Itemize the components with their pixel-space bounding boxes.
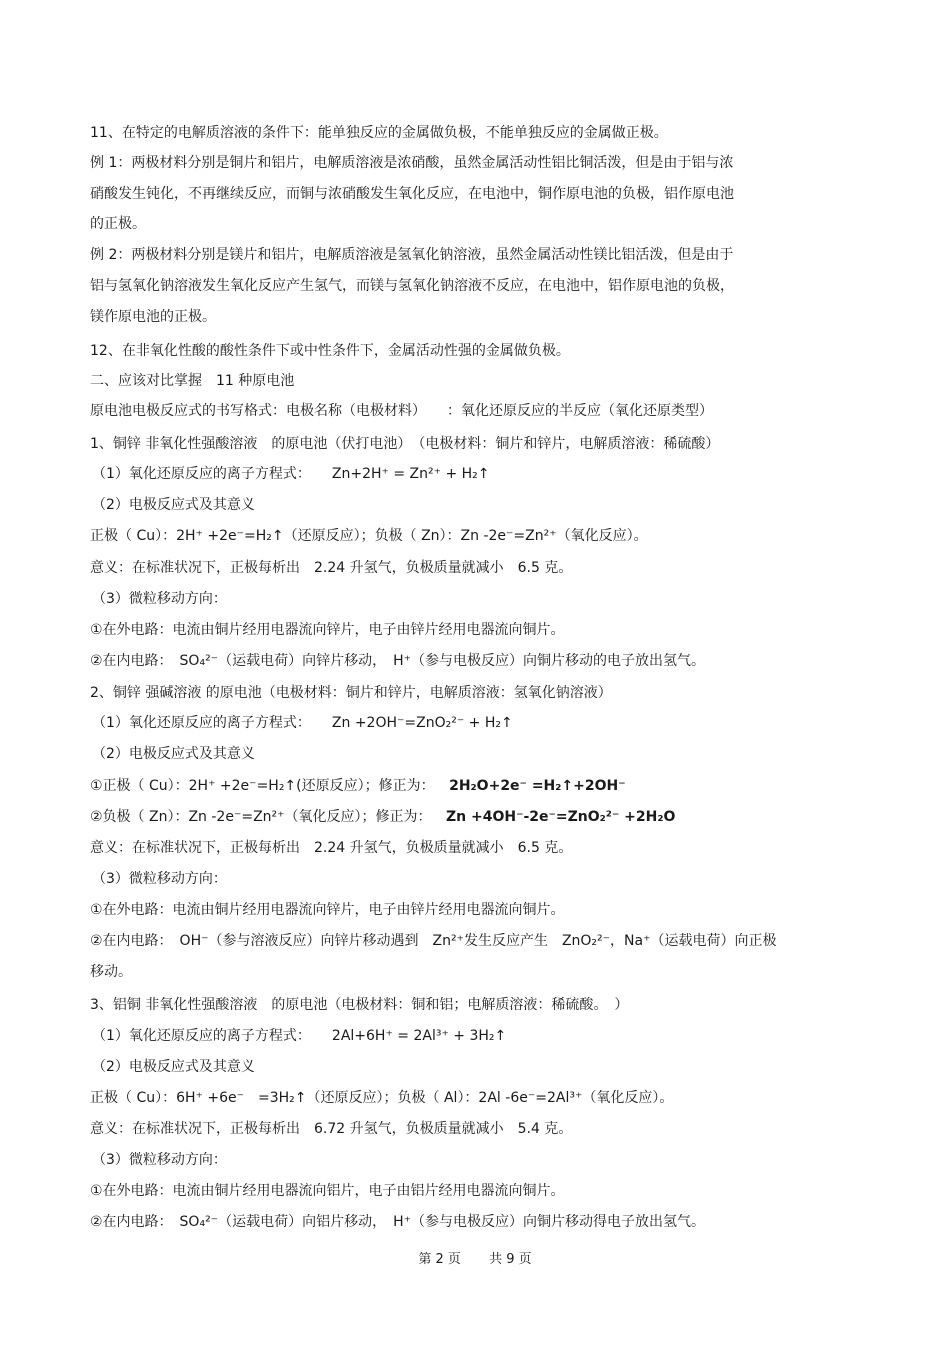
- anode-reaction: ②负极（ Zn）：Zn -2e⁻=Zn²⁺（氧化反应）；修正为：: [90, 809, 432, 825]
- text-line-5: 例 2：两极材料分别是镁片和铝片，电解质溶液是氢氧化钠溶液，虽然金属活动性镁比铝活泼，但是由于: [90, 247, 734, 263]
- text-line-34: （3）微粒移动方向：: [92, 1152, 227, 1168]
- page-footer: [0, 1248, 950, 1267]
- page-total: 共 9 页: [489, 1252, 532, 1267]
- text-line-6: 铝与氢氧化钠溶液发生氧化反应产生氢气，而镁与氢氧化钠溶液不反应，在电池中，铝作原电池的负极，: [90, 278, 734, 294]
- text-line-36: ②在内电路： SO₄²⁻（运载电荷）向铝片移动， H⁺（参与电极反应）向铜片移动得电子放出氢气。: [90, 1214, 705, 1230]
- text-line-20: （1）氧化还原反应的离子方程式： Zn +2OH⁻=ZnO₂²⁻ + H₂↑: [92, 715, 513, 731]
- text-line-10: 原电池电极反应式的书写格式：电极名称（电极材料） ：氧化还原反应的半反应（氧化还原类型）: [90, 403, 713, 419]
- text-line-16: （3）微粒移动方向：: [92, 591, 227, 607]
- text-line-8: 12、在非氧化性酸的酸性条件下或中性条件下，金属活动性强的金属做负极。: [90, 343, 570, 359]
- text-line-31: （2）电极反应式及其意义: [92, 1059, 255, 1075]
- cathode-reaction: ①正极（ Cu）：2H⁺ +2e⁻=H₂↑(还原反应）；修正为：: [90, 778, 435, 794]
- text-line-35: ①在外电路：电流由铜片经用电器流向铝片，电子由铝片经用电器流向铜片。: [90, 1183, 565, 1199]
- text-line-3: 硝酸发生钝化，不再继续反应，而铜与浓硝酸发生氧化反应，在电池中，铜作原电池的负极，铝作原电池: [90, 186, 734, 202]
- text-line-33: 意义：在标准状况下，正极每析出 6.72 升氢气，负极质量就减小 5.4 克。: [90, 1121, 573, 1137]
- text-line-25: （3）微粒移动方向：: [92, 871, 227, 887]
- text-line-7: 镁作原电池的正极。: [90, 309, 216, 325]
- text-line-4: 的正极。: [90, 216, 146, 232]
- page-number: 第 2 页: [418, 1252, 461, 1267]
- cathode-fix-equation: 2H₂O+2e⁻ =H₂↑+2OH⁻: [449, 778, 626, 794]
- text-line-27: ②在内电路： OH⁻（参与溶液反应）向锌片移动遇到 Zn²⁺发生反应产生 ZnO₂²⁻，Na⁺（运载电荷）向正极: [90, 933, 777, 949]
- text-line-26: ①在外电路：电流由铜片经用电器流向锌片，电子由锌片经用电器流向铜片。: [90, 902, 565, 918]
- text-line-24: 意义：在标准状况下，正极每析出 2.24 升氢气，负极质量就减小 6.5 克。: [90, 840, 573, 856]
- text-line-21: （2）电极反应式及其意义: [92, 746, 255, 762]
- text-line-12: （1）氧化还原反应的离子方程式： Zn+2H⁺ = Zn²⁺ + H₂↑: [92, 466, 490, 482]
- text-line-18: ②在内电路： SO₄²⁻（运载电荷）向锌片移动， H⁺（参与电极反应）向铜片移动的电子放出氢气。: [90, 653, 705, 669]
- text-line-17: ①在外电路：电流由铜片经用电器流向锌片，电子由锌片经用电器流向铜片。: [90, 622, 565, 638]
- text-line-13: （2）电极反应式及其意义: [92, 497, 255, 513]
- battery-2-title: 2、铜锌 强碱溶液 的原电池（电极材料：铜片和锌片，电解质溶液：氢氧化钠溶液）: [90, 685, 612, 701]
- text-line-15: 意义：在标准状况下，正极每析出 2.24 升氢气，负极质量就减小 6.5 克。: [90, 560, 573, 576]
- text-line-1: 11、在特定的电解质溶液的条件下：能单独反应的金属做负极，不能单独反应的金属做正极。: [90, 125, 668, 141]
- text-line-22: [90, 777, 626, 795]
- battery-1-title: 1、铜锌 非氧化性强酸溶液 的原电池（伏打电池） （电极材料：铜片和锌片，电解质溶液：稀硫酸）: [90, 436, 720, 452]
- text-line-23: [90, 808, 675, 826]
- text-line-14: 正极（ Cu）：2H⁺ +2e⁻=H₂↑（还原反应）；负极（ Zn）：Zn -2e⁻=Zn²⁺（氧化反应）。: [90, 528, 648, 544]
- text-line-2: 例 1：两极材料分别是铜片和铝片，电解质溶液是浓硝酸，虽然金属活动性铝比铜活泼，但是由于铝与浓: [90, 155, 734, 171]
- text-line-32: 正极（ Cu）：6H⁺ +6e⁻ =3H₂↑（还原反应）；负极（ Al）：2Al -6e⁻=2Al³⁺（氧化反应）。: [90, 1090, 674, 1106]
- text-line-28: 移动。: [90, 964, 132, 980]
- section-heading: 二、应该对比掌握 11 种原电池: [90, 373, 295, 389]
- text-line-30: （1）氧化还原反应的离子方程式： 2Al+6H⁺ = 2Al³⁺ + 3H₂↑: [92, 1028, 507, 1044]
- anode-fix-equation: Zn +4OH⁻-2e⁻=ZnO₂²⁻ +2H₂O: [446, 809, 676, 825]
- battery-3-title: 3、铝铜 非氧化性强酸溶液 的原电池（电极材料：铜和铝；电解质溶液：稀硫酸。 ）: [90, 997, 629, 1013]
